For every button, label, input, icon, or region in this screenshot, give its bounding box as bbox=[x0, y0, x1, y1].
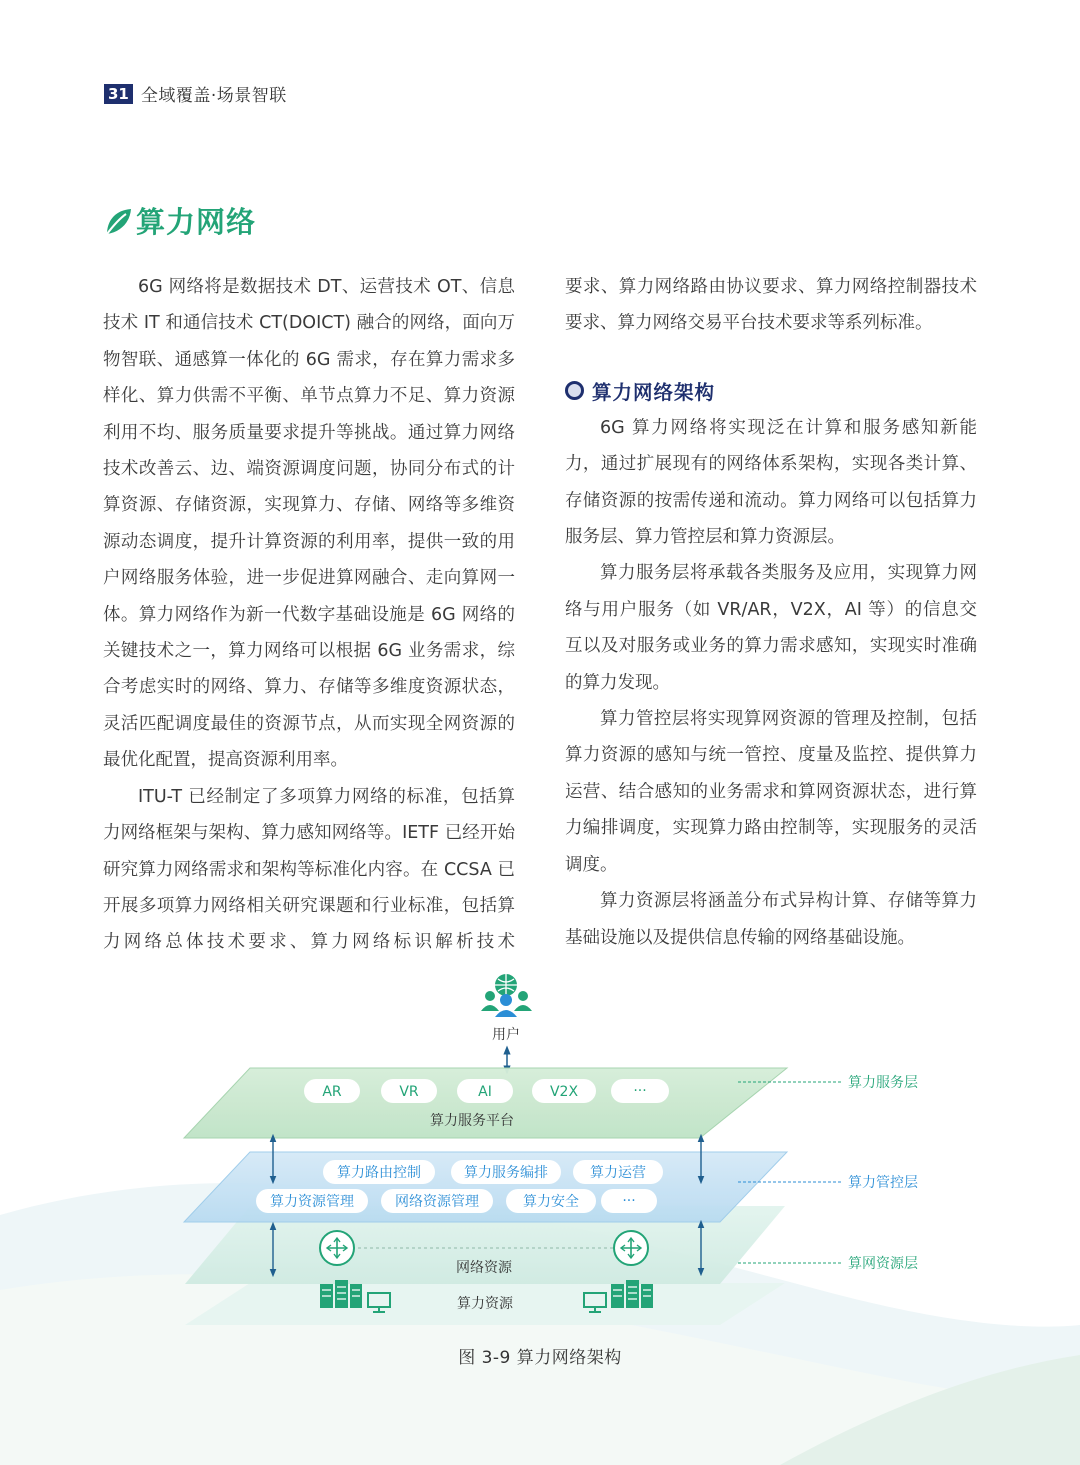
page-number: 31 bbox=[104, 84, 133, 104]
running-title: 全域覆盖·场景智联 bbox=[140, 86, 287, 106]
service-pill: ··· bbox=[633, 1083, 647, 1099]
control-pill: 算力安全 bbox=[523, 1194, 579, 1210]
service-pill: V2X bbox=[549, 1084, 579, 1100]
control-pill: 算力服务编排 bbox=[464, 1165, 548, 1181]
router-icon bbox=[614, 1231, 648, 1265]
router-icon bbox=[320, 1231, 354, 1265]
control-pill: 算力资源管理 bbox=[270, 1194, 354, 1210]
leaf-icon bbox=[104, 206, 132, 236]
control-pill: 算力路由控制 bbox=[337, 1165, 421, 1181]
architecture-diagram bbox=[0, 965, 1080, 1345]
user-label: 用户 bbox=[492, 1027, 520, 1043]
paragraph: ITU-T 已经制定了多项算力网络的标准，包括算力网络框架与架构、算力感知网络等。IETF 已经开始研究算力网络需求和架构等标准化内容。在 CCSA 已开展多项算力网络相关研究课题和行业标准，包括算力网络总体技术要求、算力网络标识解析技术 bbox=[103, 786, 515, 953]
control-pill-row-1 bbox=[323, 1160, 663, 1184]
network-resource-label: 网络资源 bbox=[456, 1260, 512, 1276]
service-pill: VR bbox=[399, 1084, 419, 1100]
paragraph: 6G 网络将是数据技术 DT、运营技术 OT、信息技术 IT 和通信技术 CT(DOICT) 融合的网络，面向万物智联、通感算一体化的 6G 需求，存在算力需求多样化、算力供需不平衡、单节点算力不足、算力资源利用不均、服务质量要求提升等挑战。通过算力网络技术改善云、边、端资源调度问题，协同分布式的计算资源、存储资源，实现算力、存储、网络等多维资源动态调度，提升计算资源的利用率，提供一致的用户网络服务体验，进一步促进算网融合、走向算网一体。算力网络作为新一代数字基础设施是 6G 网络的关键技术之一，算力网络可以根据 6G 业务需求，综合考虑实时的网络、算力、存储等多维度资源状态，灵活匹配调度最佳的资源节点，从而实现全网资源的最优化配置，提高资源利用率。 bbox=[103, 277, 515, 771]
paragraph: 算力资源层将涵盖分布式异构计算、存储等算力基础设施以及提供信息传输的网络基础设施。 bbox=[565, 891, 977, 948]
paragraph: 算力服务层将承载各类服务及应用，实现算力网络与用户服务（如 VR/AR，V2X，AI 等）的信息交互以及对服务或业务的算力需求感知，实现实时准确的算力发现。 bbox=[565, 563, 977, 693]
subheading bbox=[565, 372, 977, 410]
right-column bbox=[565, 269, 977, 956]
section-heading bbox=[104, 200, 256, 241]
layer-side-label: 算力服务层 bbox=[848, 1075, 918, 1091]
service-pill: AI bbox=[478, 1084, 492, 1100]
layer-side-label: 算网资源层 bbox=[848, 1256, 918, 1272]
paragraph: 6G 算力网络将实现泛在计算和服务感知新能力，通过扩展现有的网络体系架构，实现各类计算、存储资源的按需传递和流动。算力网络可以包括算力服务层、算力管控层和算力资源层。 bbox=[565, 417, 977, 548]
left-column bbox=[103, 269, 515, 961]
control-pill: 网络资源管理 bbox=[395, 1194, 479, 1210]
paragraph: 算力管控层将实现算网资源的管理及控制，包括算力资源的感知与统一管控、度量及监控、提供算力运营、结合感知的业务需求和算网资源状态，进行算力编排调度，实现算力路由控制等，实现服务的灵活调度。 bbox=[565, 709, 977, 875]
section-title: 算力网络 bbox=[136, 205, 257, 239]
layer-side-label: 算力管控层 bbox=[848, 1175, 918, 1191]
compute-resource-label: 算力资源 bbox=[457, 1296, 513, 1312]
figure-caption: 图 3-9 算力网络架构 bbox=[458, 1348, 622, 1368]
service-platform-label: 算力服务平台 bbox=[430, 1113, 514, 1129]
server-rack-icon bbox=[611, 1280, 653, 1308]
bullet-circle-icon bbox=[565, 381, 584, 400]
user-group-icon bbox=[481, 974, 532, 1017]
control-pill: 算力运营 bbox=[590, 1165, 646, 1181]
subheading-text: 算力网络架构 bbox=[592, 380, 716, 404]
server-rack-icon bbox=[320, 1280, 362, 1308]
service-pill: AR bbox=[322, 1084, 342, 1100]
control-pill: ··· bbox=[622, 1193, 636, 1209]
page-header bbox=[104, 81, 287, 106]
paragraph-continuation: 要求、算力网络路由协议要求、算力网络控制器技术要求、算力网络交易平台技术要求等系列标准。 bbox=[565, 277, 977, 334]
